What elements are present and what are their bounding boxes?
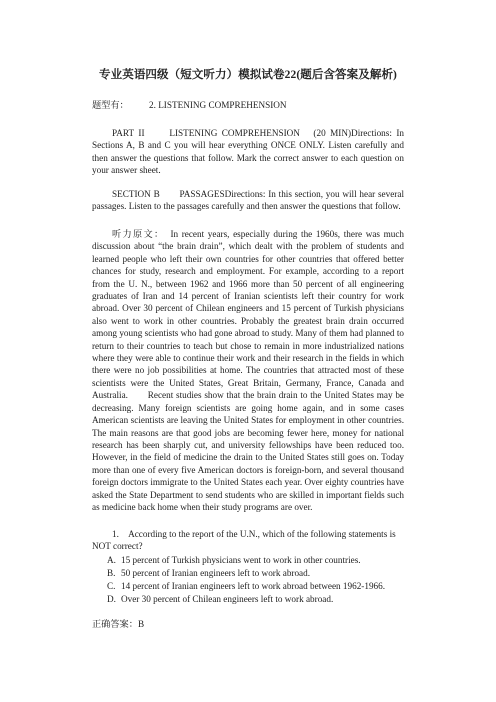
- option-b: [107, 568, 310, 578]
- answer-line: [92, 616, 144, 630]
- option-letter: C.: [107, 581, 116, 591]
- transcript-paragraph: [92, 228, 404, 513]
- part-directions: PART II LISTENING COMPREHENSION (20 MIN)Directions: In Sections A, B and C you will hear everything ONCE ONLY. Listen carefully and then answer the questions that follow. Mark the correct answer to each question on your answer sheet.: [92, 128, 404, 176]
- question-stem: 1. According to the report of the U.N., which of the following statements is NOT correct?: [92, 529, 396, 552]
- option-letter: A.: [107, 555, 116, 565]
- option-d: [107, 594, 333, 604]
- option-text: Over 30 percent of Chilean engineers left to work abroad.: [121, 594, 334, 604]
- question-type-line: [92, 97, 287, 111]
- option-c: [107, 581, 385, 591]
- question-type-value: 2. LISTENING COMPREHENSION: [149, 100, 287, 110]
- option-letter: D.: [107, 594, 116, 604]
- page-title: 专业英语四级（短文听力）模拟试卷22(题后含答案及解析): [99, 69, 397, 81]
- option-a: [107, 555, 361, 565]
- section-directions: SECTION B PASSAGESDirections: In this section, you will hear several passages. Listen to the passages carefully and then answer the questions that follow.: [92, 189, 404, 212]
- option-text: 50 percent of Iranian engineers left to work abroad.: [121, 568, 311, 578]
- option-letter: B.: [107, 568, 116, 578]
- answer-label: 正确答案：: [92, 619, 138, 629]
- transcript-label: 听力原文：: [112, 229, 160, 239]
- answer-value: B: [137, 619, 145, 629]
- option-text: 15 percent of Turkish physicians went to work in other countries.: [121, 555, 361, 565]
- transcript-text: In recent years, especially during the 1960s, there was much discussion about “the brain drain”, which dealt with the problem of students and learned people who left their own countries for other countries that offered better chances for study, research and employment. For example, according to a report from the U. N., between 1962 and 1966 more than 50 percent of all engineering graduates of Iran and 14 percent of Iranian scientists left their country for work abroad. Over 30 percent of Chilean engineers and 15 percent of Turkish physicians also went to work in other countries. Probably the greatest brain drain occurred among young scientists who had gone abroad to study. Many of them had planned to return to their countries to teach but chose to remain in more industrialized nations where they were able to continue their work and their research in the fields in which there were no job possibilities at home. The countries that attracted most of these scientists were the United States, Great Britain, Germany, France, Canada and Australia. Recent studies show that the brain drain to the United States may be decreasing. Many foreign scientists are going home again, and in some cases American scientists are leaving the United States for employment in other countries. The main reasons are that good jobs are becoming fewer here, money for national research has been sharply cut, and university fellowships have been reduced too. However, in the field of medicine the drain to the United States still goes on. Today more than one of every five American doctors is foreign-born, and several thousand foreign doctors immigrate to the United States each year. Over eighty countries have asked the State Department to send students who are skilled in important fields such as medicine back home when their study programs are over.: [92, 229, 405, 512]
- option-text: 14 percent of Iranian engineers left to work abroad between 1962-1966.: [121, 581, 386, 591]
- question-type-label: 题型有：: [92, 100, 129, 110]
